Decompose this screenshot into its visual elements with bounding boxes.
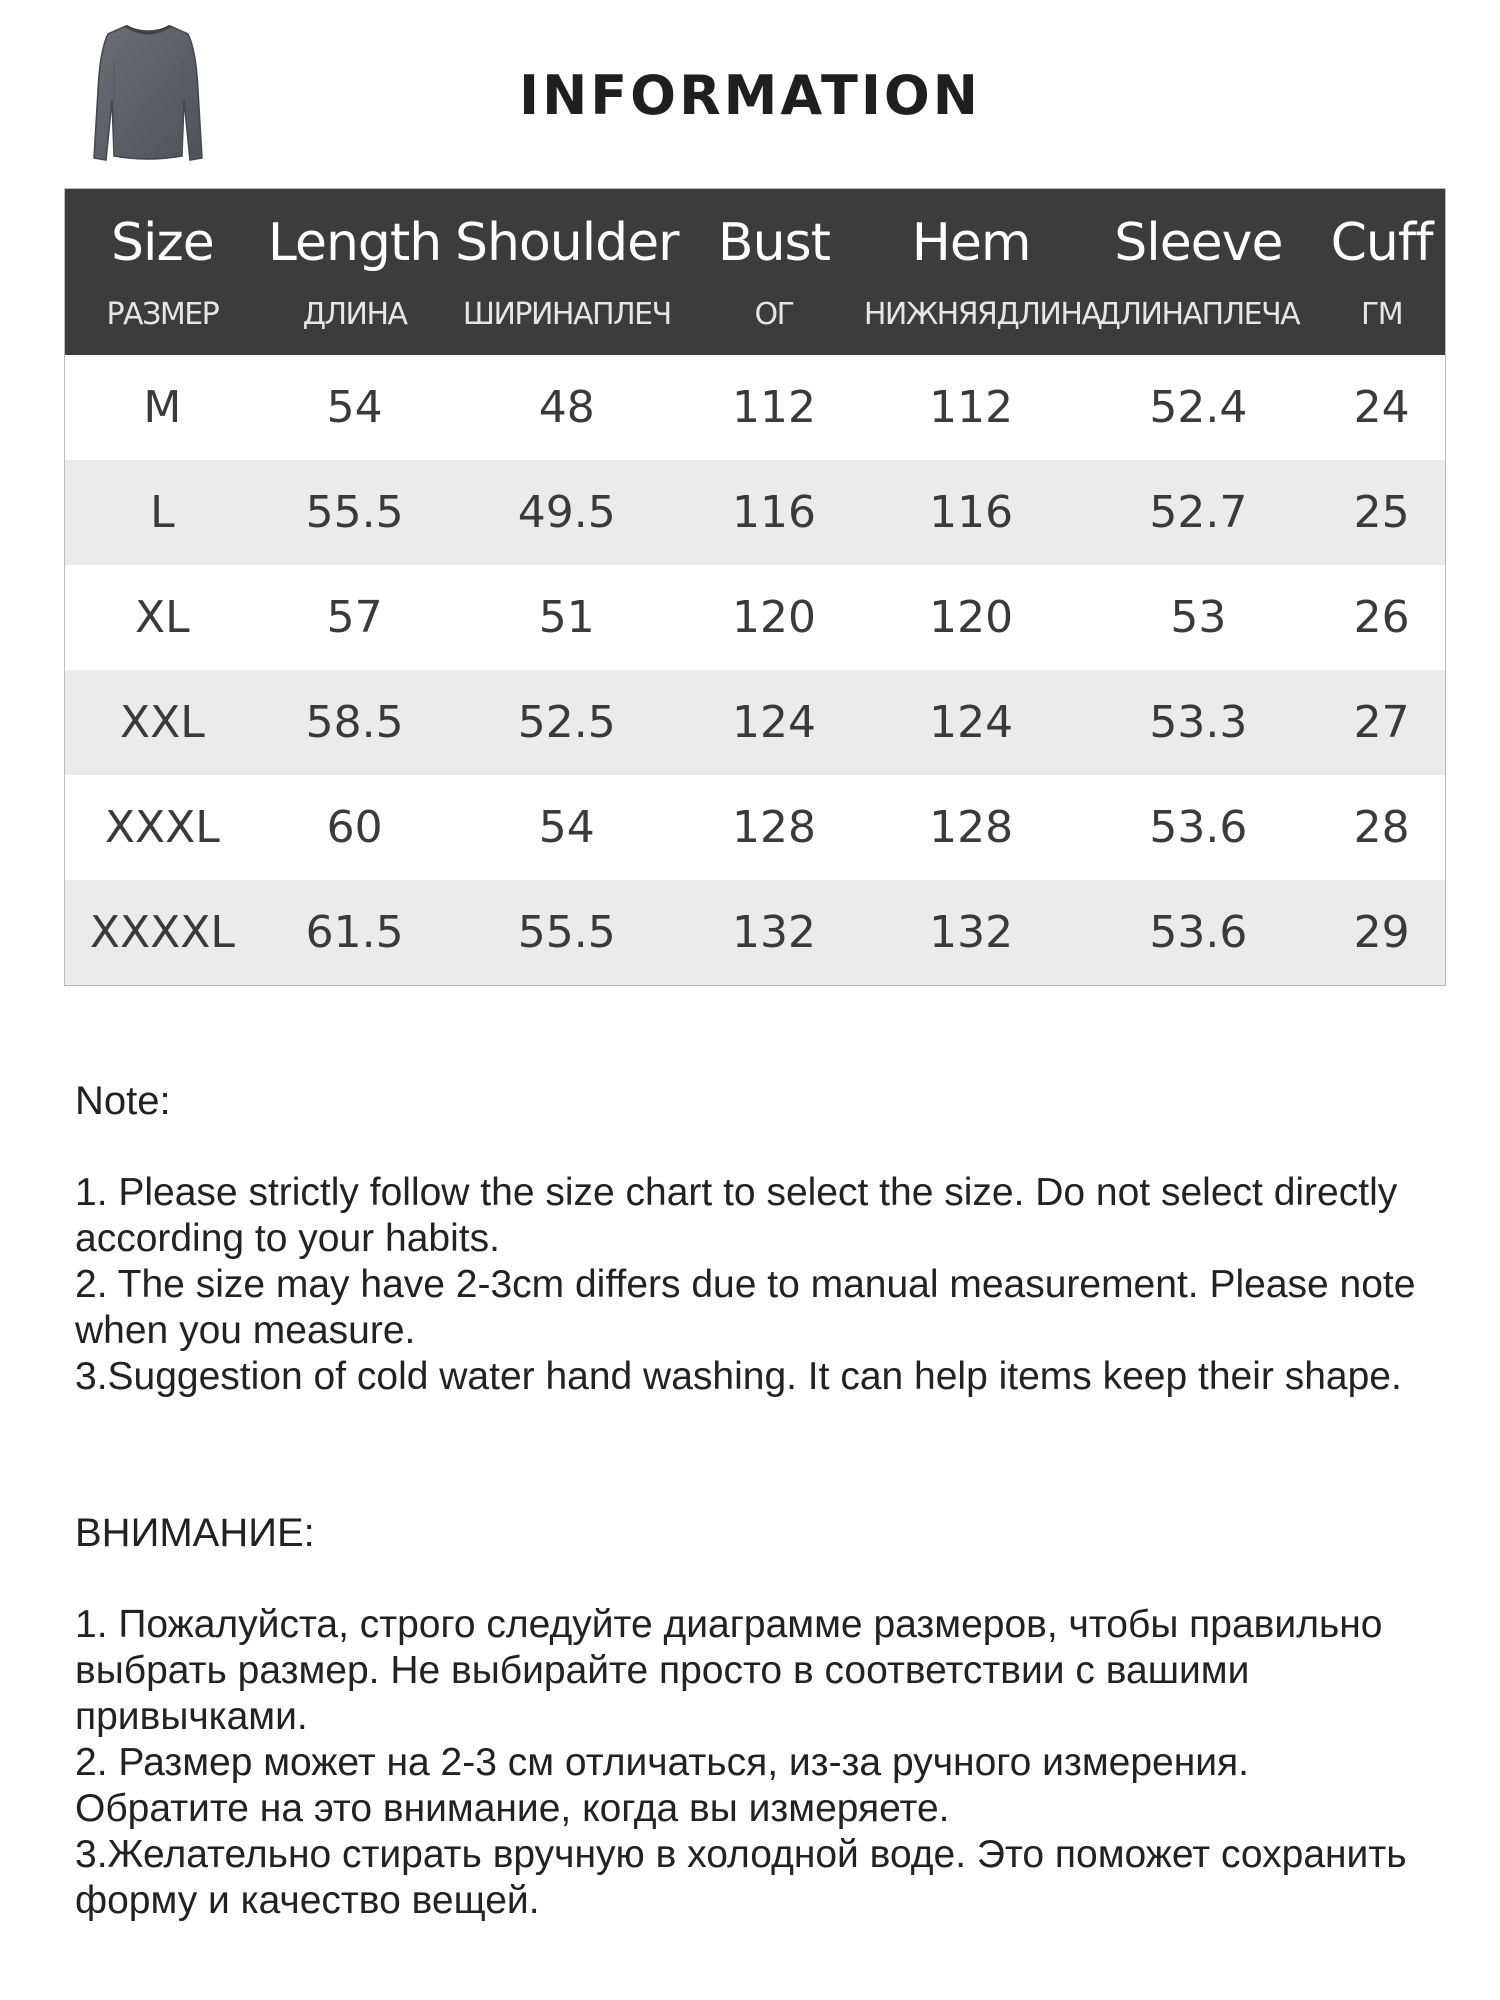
- table-cell: 25: [1353, 487, 1410, 538]
- column-header-ru: ШИРИНАПЛЕЧ: [462, 297, 671, 332]
- table-cell: 53.6: [1149, 802, 1248, 853]
- column-header: [863, 189, 1101, 355]
- column-header: [65, 189, 260, 355]
- table-cell: 49.5: [517, 487, 616, 538]
- column-header: [260, 189, 450, 355]
- table-cell: 112: [929, 382, 1014, 433]
- column-header-ru: ГМ: [1360, 297, 1403, 332]
- table-cell: 24: [1353, 382, 1410, 433]
- table-cell: L: [150, 487, 175, 538]
- note-line: according to your habits.: [75, 1217, 500, 1260]
- column-header-ru: НИЖНЯЯДЛИНА: [863, 297, 1101, 332]
- table-cell: 124: [731, 697, 816, 748]
- column-header-ru: РАЗМЕР: [106, 297, 219, 332]
- table-cell: XL: [135, 592, 190, 643]
- column-header-en: Size: [110, 213, 214, 273]
- table-cell: 60: [326, 802, 383, 853]
- table-cell: 61.5: [305, 907, 404, 958]
- table-cell: 55.5: [305, 487, 404, 538]
- table-cell: 116: [929, 487, 1014, 538]
- table-cell: 128: [929, 802, 1014, 853]
- table-row: [65, 565, 1445, 670]
- table-cell: 132: [929, 907, 1014, 958]
- table-row: [65, 880, 1445, 985]
- table-cell: 58.5: [305, 697, 404, 748]
- table-cell: 51: [538, 592, 595, 643]
- table-row: [65, 460, 1445, 565]
- note-line: 1. Please strictly follow the size chart to select the size. Do not select directly: [75, 1171, 1398, 1214]
- table-cell: XXXL: [104, 802, 220, 853]
- table-cell: XXL: [119, 697, 205, 748]
- note-line: выбрать размер. Не выбирайте просто в соответствии с вашими: [75, 1649, 1250, 1692]
- note-line: форму и качество вещей.: [75, 1879, 540, 1922]
- table-cell: XXXXL: [89, 907, 235, 958]
- column-header-ru: ДЛИНА: [302, 297, 407, 332]
- table-cell: 112: [731, 382, 816, 433]
- table-cell: 52.4: [1149, 382, 1248, 433]
- table-cell: 55.5: [517, 907, 616, 958]
- column-header-en: Hem: [911, 213, 1031, 273]
- table-cell: 132: [731, 907, 816, 958]
- table-cell: 54: [538, 802, 595, 853]
- table-cell: 120: [929, 592, 1014, 643]
- column-header: [684, 189, 864, 355]
- table-cell: 116: [731, 487, 816, 538]
- table-row: [65, 670, 1445, 775]
- column-header-en: Length: [267, 213, 442, 273]
- table-row: [65, 775, 1445, 880]
- column-header-en: Sleeve: [1114, 213, 1283, 273]
- table-cell: 26: [1353, 592, 1410, 643]
- table-header: [65, 189, 1445, 355]
- column-header-ru: ДЛИНАПЛЕЧА: [1097, 297, 1300, 332]
- table-cell: 54: [326, 382, 383, 433]
- table-cell: 28: [1353, 802, 1410, 853]
- table-cell: 52.7: [1149, 487, 1248, 538]
- note-heading: ВНИМАНИЕ:: [75, 1511, 315, 1555]
- note-line: Обратите на это внимание, когда вы измеряете.: [75, 1787, 950, 1830]
- size-table: [64, 188, 1446, 986]
- table-cell: 120: [731, 592, 816, 643]
- table-cell: 29: [1353, 907, 1410, 958]
- column-header: [449, 189, 684, 355]
- table-cell: M: [143, 382, 182, 433]
- table-cell: 128: [731, 802, 816, 853]
- note-russian: [75, 1510, 1435, 1924]
- note-english: [75, 1078, 1435, 1400]
- column-header-en: Shoulder: [454, 213, 679, 273]
- note-line: 3.Suggestion of cold water hand washing. It can help items keep their shape.: [75, 1355, 1402, 1398]
- table-cell: 52.5: [517, 697, 616, 748]
- note-line: when you measure.: [75, 1309, 416, 1352]
- note-line: привычками.: [75, 1695, 308, 1738]
- page-title: INFORMATION: [518, 64, 982, 127]
- column-header-ru: ОГ: [754, 297, 794, 332]
- table-cell: 57: [326, 592, 383, 643]
- table-cell: 27: [1353, 697, 1410, 748]
- note-line: 2. Размер может на 2-3 см отличаться, из-за ручного измерения.: [75, 1741, 1249, 1784]
- note-line: 1. Пожалуйста, строго следуйте диаграмме размеров, чтобы правильно: [75, 1603, 1383, 1646]
- table-cell: 53.3: [1149, 697, 1248, 748]
- column-header-en: Bust: [717, 213, 831, 273]
- note-line: 3.Желательно стирать вручную в холодной воде. Это поможет сохранить: [75, 1833, 1407, 1876]
- table-cell: 124: [929, 697, 1014, 748]
- table-cell: 53: [1170, 592, 1227, 643]
- note-line: 2. The size may have 2-3cm differs due to manual measurement. Please note: [75, 1263, 1416, 1306]
- table-row: [65, 355, 1445, 460]
- note-heading: Note:: [75, 1079, 171, 1123]
- column-header: [1318, 189, 1445, 355]
- column-header-en: Cuff: [1330, 213, 1433, 273]
- column-header: [1079, 189, 1319, 355]
- table-cell: 48: [538, 382, 595, 433]
- table-cell: 53.6: [1149, 907, 1248, 958]
